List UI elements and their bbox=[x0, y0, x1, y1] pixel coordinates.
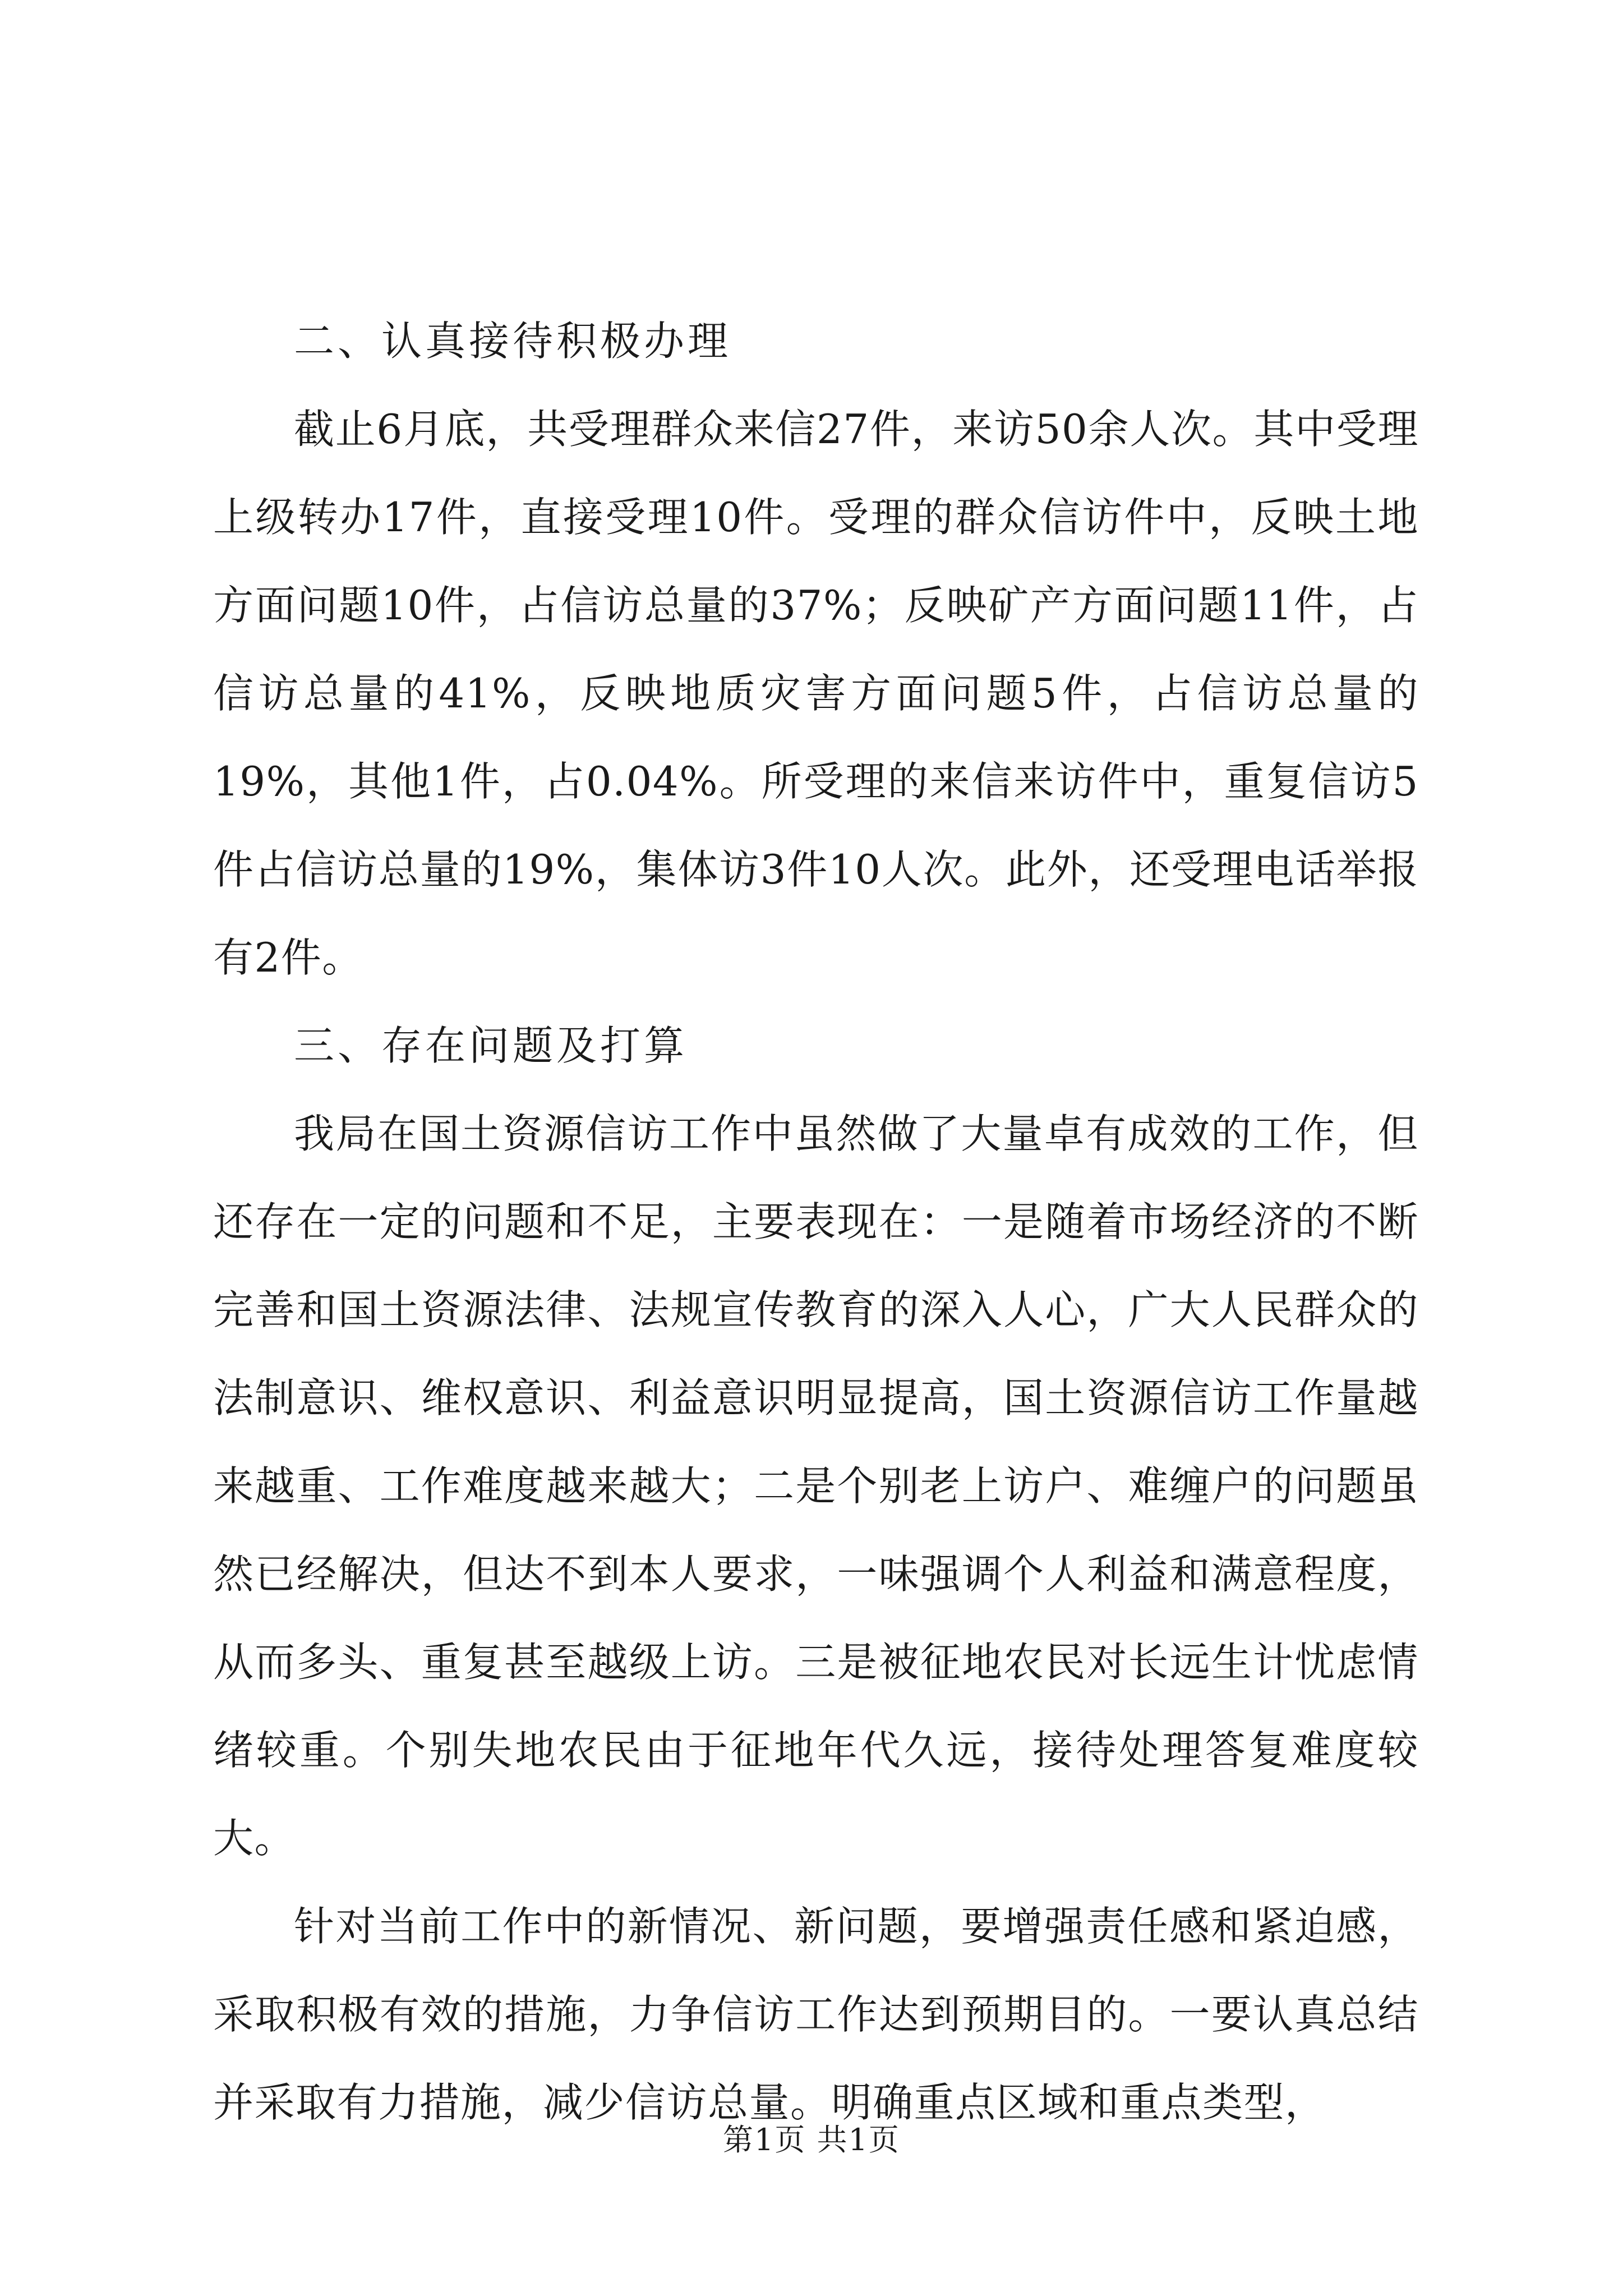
page-footer: 第1页 共1页 bbox=[723, 2122, 900, 2157]
section-paragraph-3a: 我局在国土资源信访工作中虽然做了大量卓有成效的工作，但还存在一定的问题和不足，主要表现在：一是随着市场经济的不断完善和国土资源法律、法规宣传教育的深入人心，广大人民群众的法制意识、维权意识、利益意识明显提高，国土资源信访工作量越来越重、工作难度越来越大；二是个别老上访户、难缠户的问题虽然已经解决，但达不到本人要求，一味强调个人利益和满意程度，从而多头、重复甚至越级上访。三是被征地农民对长远生计忧虑情绪较重。个别失地农民由于征地年代久远，接待处理答复难度较大。 bbox=[213, 1110, 1419, 1862]
document-body bbox=[213, 297, 1419, 2147]
section-paragraph-2: 截止6月底，共受理群众来信27件，来访50余人次。其中受理上级转办17件，直接受理10件。受理的群众信访件中，反映土地方面问题10件，占信访总量的37%；反映矿产方面问题11件，占信访总量的41%，反映地质灾害方面问题5件，占信访总量的19%，其他1件，占0.04%。所受理的来信来访件中，重复信访5件占信访总量的19%，集体访3件10人次。此外，还受理电话举报有2件。 bbox=[213, 406, 1419, 981]
section-heading-3: 三、存在问题及打算 bbox=[294, 1022, 688, 1069]
section-heading-2: 二、认真接待积极办理 bbox=[294, 318, 732, 365]
section-paragraph-3b: 针对当前工作中的新情况、新问题，要增强责任感和紧迫感，采取积极有效的措施，力争信访工作达到预期目的。一要认真总结并采取有力措施，减少信访总量。明确重点区域和重点类型， bbox=[213, 1903, 1419, 2126]
